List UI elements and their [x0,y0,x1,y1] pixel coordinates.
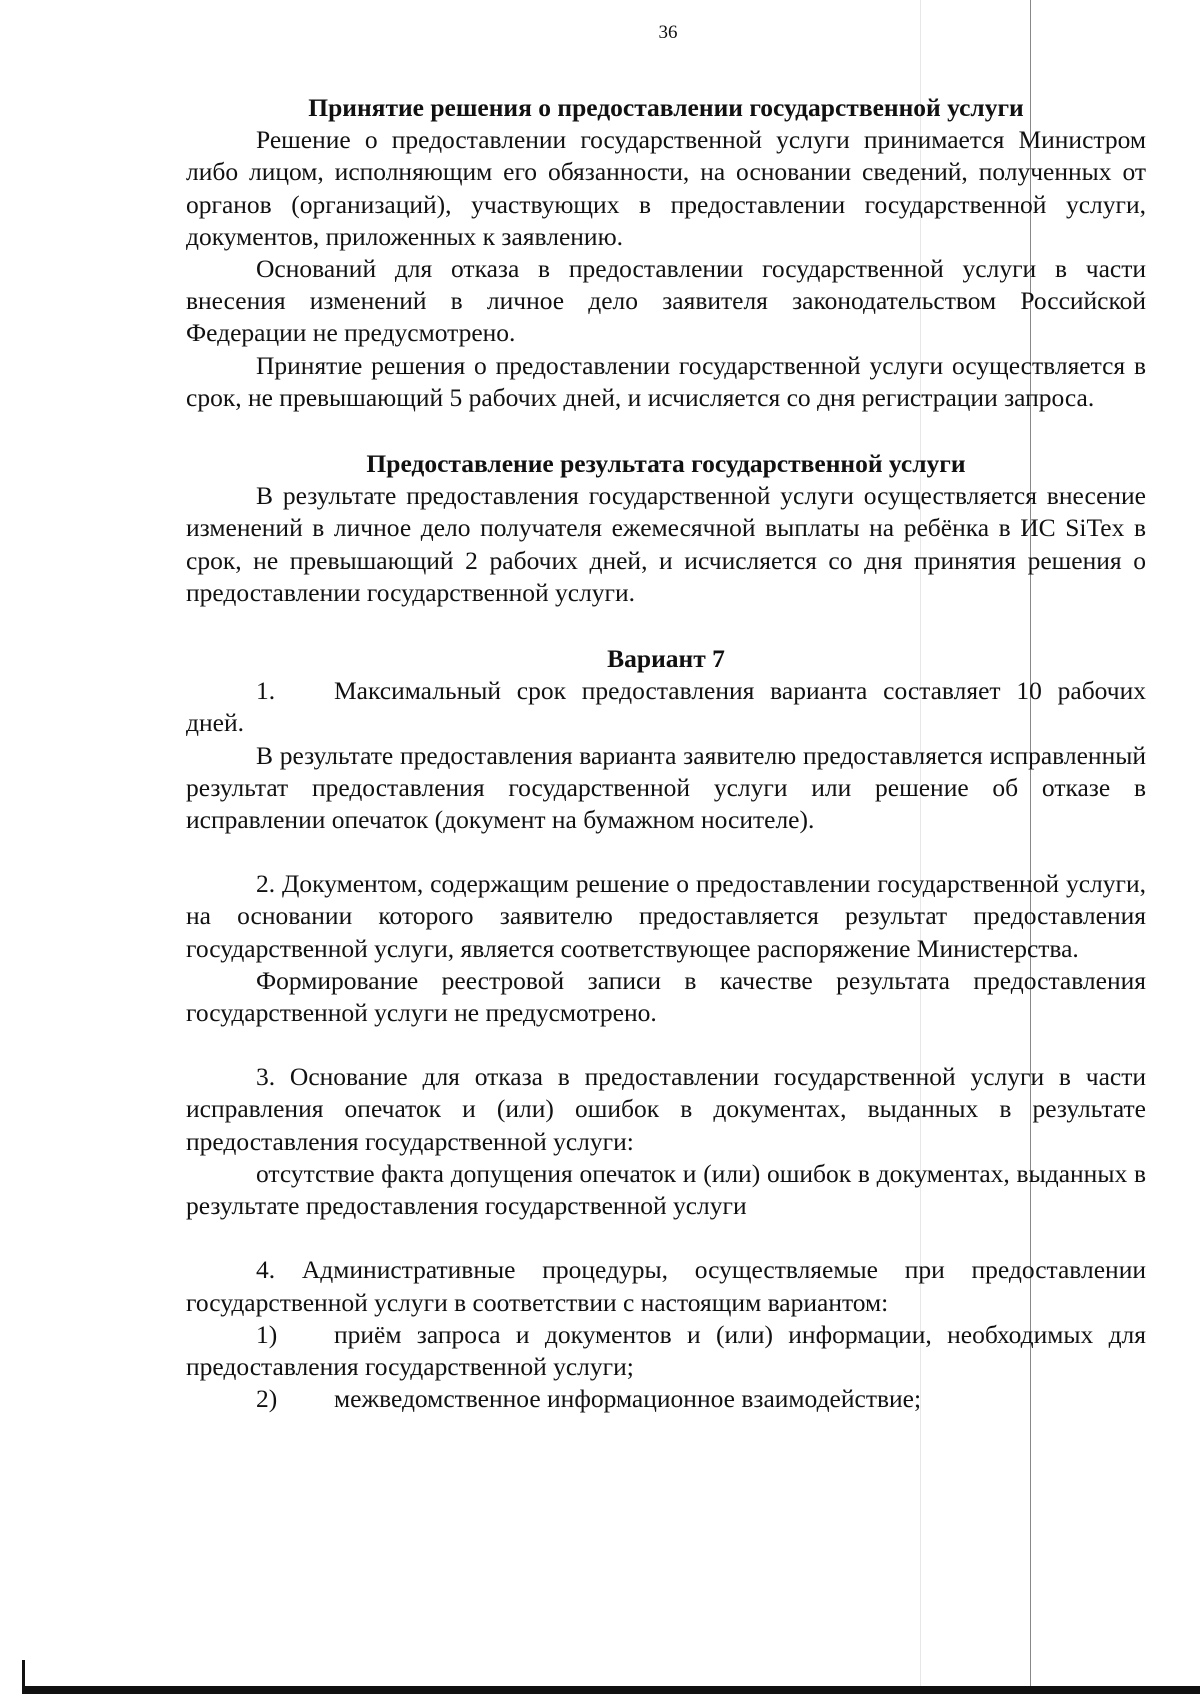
paragraph: отсутствие факта допущения опечаток и (или) ошибок в документах, выданных в результате предоставления государственной услуги [186,1158,1146,1221]
numbered-paragraph [186,675,1146,739]
section-heading: Предоставление результата государственной услуги [366,449,966,479]
item-number: 1. [256,676,276,706]
paragraph: Принятие решения о предоставлении государственной услуги осуществляется в срок, не превышающий 5 рабочих дней, и исчисляется со дня регистрации запроса. [186,350,1146,412]
numbered-paragraph: 4. Административные процедуры, осуществляемые при предоставлении государственной услуги в соответствии с настоящим вариантом: [186,1255,1146,1317]
list-item [186,1383,1146,1415]
paragraph: В результате предоставления варианта заявителю предоставляется исправленный результат предоставления государственной услуги или решение об отказе в исправлении опечаток (документ на бумажном носителе). [186,740,1146,835]
numbered-paragraph: 3. Основание для отказа в предоставлении государственной услуги в части исправления опечаток и (или) ошибок в документах, выданных в результате предоставления государственной услуги: [186,1062,1146,1156]
list-number: 2) [256,1384,278,1414]
paragraph: Решение о предоставлении государственной услуги принимается Министром либо лицом, исполняющим его обязанности, на основании сведений, полученных от органов (организаций), участвующих в предоставлении государственной услуги, документов, приложенных к заявлению. [186,125,1146,251]
variant-heading: Вариант 7 [607,644,725,674]
scan-artifact-border [22,1686,1200,1694]
paragraph: В результате предоставления государственной услуги осуществляется внесение изменений в личное дело получателя ежемесячной выплаты на ребёнка в ИС SiTex в срок, не превышающий 2 рабочих дней, и исчисляется со дня принятия решения о предоставлении государственной услуги. [186,481,1146,607]
document-body [186,92,1146,1415]
list-number: 1) [256,1319,278,1349]
item-text: Максимальный срок предоставления варианта составляет 10 рабочих дней. [186,676,1146,738]
list-text: приём запроса и документов и (или) информации, необходимых для предоставления государственной услуги; [186,1319,1146,1381]
paragraph: Формирование реестровой записи в качестве результата предоставления государственной услуги не предусмотрено. [186,965,1146,1028]
section-heading: Принятие решения о предоставлении государственной услуги [308,93,1024,122]
paragraph: Оснований для отказа в предоставлении государственной услуги в части внесения изменений в личное дело заявителя законодательством Российской Федерации не предусмотрено. [186,254,1146,348]
list-item [186,1319,1146,1383]
page-number: 36 [658,22,678,43]
numbered-paragraph: 2. Документом, содержащим решение о предоставлении государственной услуги, на основании которого заявителю предоставляется результат предоставления государственной услуги, является соответствующее распоряжение Министерства. [186,869,1146,963]
list-text: межведомственное информационное взаимодействие; [334,1384,922,1414]
